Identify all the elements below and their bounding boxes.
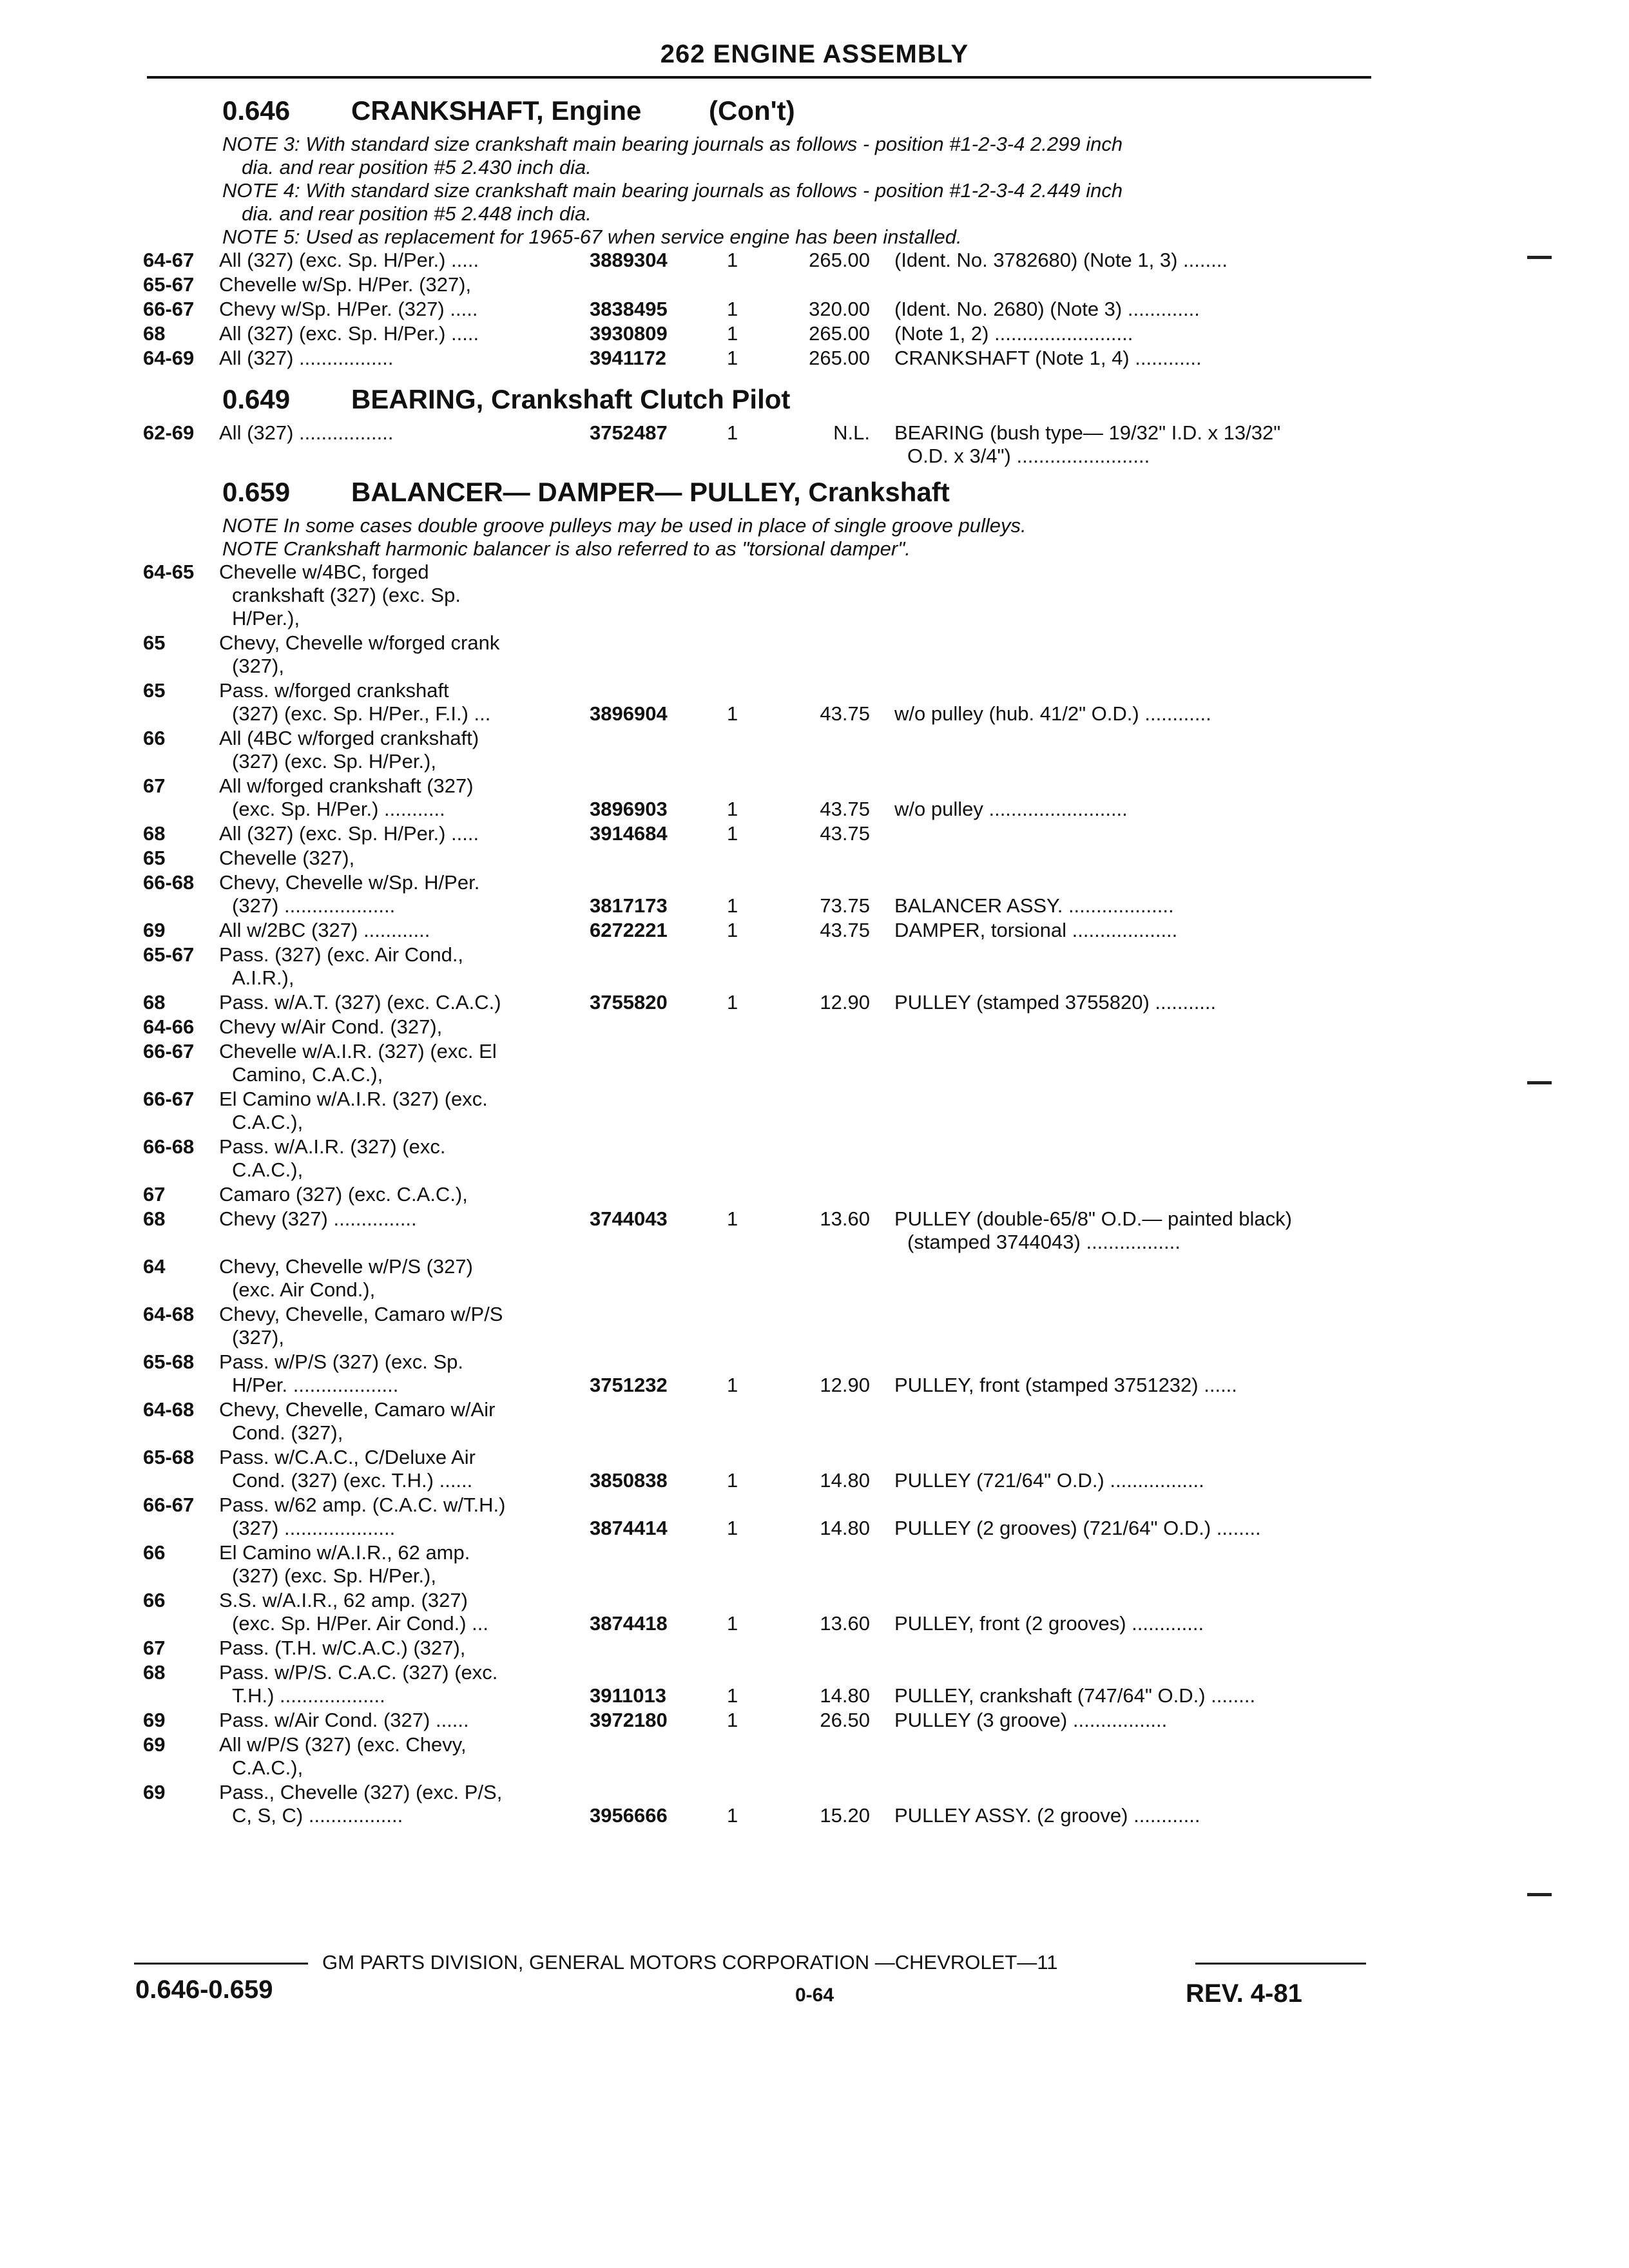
application-line: (exc. Sp. H/Per. Air Cond.) ... [232, 1612, 488, 1635]
row-description [894, 1709, 1371, 1732]
section-title: BALANCER— DAMPER— PULLEY, Crankshaft [351, 477, 950, 507]
row-quantity: 1 [727, 822, 738, 845]
application-line: crankshaft (327) (exc. Sp. [232, 584, 461, 606]
description-line: PULLEY (double-65/8" O.D.— painted black) [894, 1207, 1292, 1230]
row-application [219, 1350, 580, 1397]
section-number: 0.649 [222, 384, 291, 414]
row-years: 68 [143, 322, 166, 345]
row-price: 73.75 [820, 894, 870, 917]
application-line: Chevelle w/Sp. H/Per. (327), [219, 273, 472, 296]
description-line: PULLEY ASSY. (2 groove) ............ [894, 1804, 1200, 1827]
row-application [219, 322, 580, 345]
row-price: 265.00 [809, 347, 870, 369]
footer-rule-left [134, 1963, 308, 1965]
row-application [219, 1088, 580, 1134]
application-line: (327) (exc. Sp. H/Per.), [232, 1564, 436, 1587]
row-quantity: 1 [727, 1517, 738, 1539]
row-quantity: 1 [727, 421, 738, 444]
row-quantity: 1 [727, 298, 738, 320]
row-description [894, 347, 1371, 370]
row-application [219, 1255, 580, 1302]
description-line: (stamped 3744043) ................. [907, 1231, 1181, 1253]
row-years: 64-65 [143, 561, 195, 583]
description-line: PULLEY, crankshaft (747/64" O.D.) ........ [894, 1684, 1256, 1707]
description-line: PULLEY (stamped 3755820) ........... [894, 991, 1217, 1014]
row-description [894, 1684, 1371, 1707]
row-application [219, 1303, 580, 1349]
row-part-number: 3850838 [590, 1469, 668, 1492]
section-title: CRANKSHAFT, Engine [351, 95, 642, 126]
application-line: Pass. w/forged crankshaft [219, 679, 449, 702]
note-line: NOTE Crankshaft harmonic balancer is also referred to as "torsional damper". [222, 537, 911, 560]
row-part-number: 3752487 [590, 421, 668, 444]
application-line: A.I.R.), [232, 966, 294, 989]
application-line: (327) .................... [232, 1517, 396, 1539]
row-application [219, 871, 580, 918]
row-quantity: 1 [727, 991, 738, 1014]
margin-mark [1527, 1081, 1552, 1084]
row-description [894, 1804, 1371, 1827]
row-description [894, 1374, 1371, 1397]
application-line: (327) (exc. Sp. H/Per.), [232, 750, 436, 773]
application-line: Chevelle w/A.I.R. (327) (exc. El [219, 1040, 497, 1062]
application-line: Pass. w/A.T. (327) (exc. C.A.C.) [219, 991, 501, 1014]
row-description [894, 1517, 1371, 1540]
row-years: 68 [143, 822, 166, 845]
row-quantity: 1 [727, 322, 738, 345]
application-line: Cond. (327) (exc. T.H.) ...... [232, 1469, 473, 1492]
row-description [894, 298, 1371, 321]
row-years: 64-68 [143, 1303, 195, 1325]
application-line: Pass. w/P/S (327) (exc. Sp. [219, 1350, 464, 1373]
row-price: 14.80 [820, 1684, 870, 1707]
description-line: BALANCER ASSY. ................... [894, 894, 1174, 917]
application-line: Cond. (327), [232, 1421, 343, 1444]
application-line: All (327) (exc. Sp. H/Per.) ..... [219, 822, 479, 845]
application-line: (327), [232, 1326, 284, 1349]
row-quantity: 1 [727, 347, 738, 369]
row-years: 69 [143, 1733, 166, 1756]
application-line: Chevy (327) ............... [219, 1207, 417, 1230]
description-line: PULLEY, front (stamped 3751232) ...... [894, 1374, 1237, 1396]
row-price: 43.75 [820, 702, 870, 725]
application-line: Pass. (327) (exc. Air Cond., [219, 943, 464, 966]
row-price: 13.60 [820, 1207, 870, 1230]
application-line: Camino, C.A.C.), [232, 1063, 383, 1086]
row-part-number: 3744043 [590, 1207, 668, 1230]
row-quantity: 1 [727, 702, 738, 725]
row-application [219, 249, 580, 272]
application-line: Chevy, Chevelle w/Sp. H/Per. [219, 871, 480, 894]
application-line: Pass. w/P/S. C.A.C. (327) (exc. [219, 1661, 498, 1684]
row-application [219, 1135, 580, 1182]
application-line: Pass. (T.H. w/C.A.C.) (327), [219, 1637, 466, 1659]
row-application [219, 1709, 580, 1732]
margin-mark [1527, 256, 1552, 259]
row-years: 68 [143, 1661, 166, 1684]
application-line: Chevy, Chevelle w/forged crank [219, 631, 500, 654]
row-part-number: 3941172 [590, 347, 666, 369]
row-application [219, 347, 580, 370]
row-price: 43.75 [820, 822, 870, 845]
row-years: 66 [143, 727, 166, 749]
note-line: NOTE 4: With standard size crankshaft main bearing journals as follows - position #1-2-3-4 2.449 inch [222, 179, 1123, 202]
row-years: 65-68 [143, 1446, 195, 1468]
note-line: dia. and rear position #5 2.430 inch dia. [242, 156, 592, 178]
row-application [219, 1541, 580, 1588]
row-quantity: 1 [727, 798, 738, 820]
row-part-number: 3755820 [590, 991, 668, 1014]
footer-revision: REV. 4-81 [1186, 1979, 1302, 2008]
application-line: C.A.C.), [232, 1756, 304, 1779]
row-application [219, 1015, 580, 1039]
row-quantity: 1 [727, 1804, 738, 1827]
row-years: 66-67 [143, 298, 195, 320]
row-years: 66 [143, 1589, 166, 1611]
section-note [222, 537, 911, 561]
row-years: 65-67 [143, 273, 195, 296]
row-description [894, 421, 1371, 468]
row-application [219, 273, 580, 296]
application-line: Pass. w/A.I.R. (327) (exc. [219, 1135, 446, 1158]
row-years: 68 [143, 1207, 166, 1230]
row-price: 14.80 [820, 1469, 870, 1492]
row-years: 64-68 [143, 1398, 195, 1421]
application-line: All (327) ................. [219, 421, 394, 444]
footer-section-range: 0.646-0.659 [135, 1975, 273, 2004]
row-price: 12.90 [820, 991, 870, 1014]
page-title: 262 ENGINE ASSEMBLY [660, 40, 969, 68]
application-line: Chevy, Chevelle w/P/S (327) [219, 1255, 473, 1278]
row-part-number: 6272221 [590, 919, 668, 941]
margin-mark [1527, 1893, 1552, 1896]
row-application [219, 919, 580, 942]
application-line: Chevy w/Air Cond. (327), [219, 1015, 443, 1038]
row-years: 66-68 [143, 1135, 195, 1158]
row-part-number: 3838495 [590, 298, 668, 320]
application-line: (exc. Sp. H/Per.) ........... [232, 798, 445, 820]
description-line: PULLEY, front (2 grooves) ............. [894, 1612, 1204, 1635]
application-line: Camaro (327) (exc. C.A.C.), [219, 1183, 468, 1206]
row-years: 66 [143, 1541, 166, 1564]
row-years: 66-67 [143, 1088, 195, 1110]
row-description [894, 1207, 1371, 1254]
row-price: 13.60 [820, 1612, 870, 1635]
row-application [219, 727, 580, 773]
row-part-number: 3874418 [590, 1612, 668, 1635]
row-years: 69 [143, 1709, 166, 1731]
row-quantity: 1 [727, 1207, 738, 1230]
row-application [219, 822, 580, 845]
row-part-number: 3911013 [590, 1684, 666, 1707]
application-line: Chevelle (327), [219, 847, 355, 869]
section-note [222, 514, 1027, 537]
row-application [219, 847, 580, 870]
section-continued: (Con't) [709, 95, 795, 126]
application-line: (327) (exc. Sp. H/Per., F.I.) ... [232, 702, 491, 725]
note-line: NOTE 5: Used as replacement for 1965-67 when service engine has been installed. [222, 226, 962, 248]
row-part-number: 3896903 [590, 798, 668, 820]
description-line: w/o pulley ......................... [894, 798, 1128, 820]
row-description [894, 1612, 1371, 1635]
row-price: 15.20 [820, 1804, 870, 1827]
application-line: (327) .................... [232, 894, 396, 917]
row-price: 43.75 [820, 798, 870, 820]
application-line: S.S. w/A.I.R., 62 amp. (327) [219, 1589, 468, 1611]
row-application [219, 298, 580, 321]
row-description [894, 919, 1371, 942]
application-line: All w/P/S (327) (exc. Chevy, [219, 1733, 467, 1756]
row-years: 65-68 [143, 1350, 195, 1373]
row-application [219, 1781, 580, 1827]
section-number: 0.659 [222, 477, 291, 507]
application-line: All w/2BC (327) ............ [219, 919, 430, 941]
row-application [219, 774, 580, 821]
description-line: DAMPER, torsional ................... [894, 919, 1178, 941]
footer-text: GM PARTS DIVISION, GENERAL MOTORS CORPORATION —CHEVROLET—11 [322, 1951, 1058, 1974]
row-application [219, 421, 580, 445]
row-years: 65 [143, 631, 166, 654]
description-line: CRANKSHAFT (Note 1, 4) ............ [894, 347, 1202, 369]
description-line: w/o pulley (hub. 41/2" O.D.) ............ [894, 702, 1211, 725]
application-line: T.H.) ................... [232, 1684, 385, 1707]
description-line: BEARING (bush type— 19/32" I.D. x 13/32" [894, 421, 1281, 444]
application-line: H/Per. ................... [232, 1374, 399, 1396]
section-note [222, 133, 1123, 179]
description-line: (Ident. No. 2680) (Note 3) ............. [894, 298, 1200, 320]
description-line: (Ident. No. 3782680) (Note 1, 3) ........ [894, 249, 1228, 271]
row-quantity: 1 [727, 1684, 738, 1707]
row-application [219, 1733, 580, 1780]
description-line: PULLEY (2 grooves) (721/64" O.D.) ........ [894, 1517, 1261, 1539]
note-line: NOTE In some cases double groove pulleys may be used in place of single groove pulleys. [222, 514, 1027, 537]
row-price: 43.75 [820, 919, 870, 941]
description-line: (Note 1, 2) ......................... [894, 322, 1133, 345]
row-description [894, 991, 1371, 1014]
row-application [219, 1589, 580, 1635]
row-part-number: 3972180 [590, 1709, 668, 1731]
row-description [894, 702, 1371, 726]
row-price: 265.00 [809, 322, 870, 345]
footer-page-number: 0-64 [795, 1984, 834, 2006]
application-line: All w/forged crankshaft (327) [219, 774, 474, 797]
application-line: El Camino w/A.I.R., 62 amp. [219, 1541, 470, 1564]
application-line: (exc. Air Cond.), [232, 1278, 376, 1301]
row-years: 65 [143, 847, 166, 869]
row-years: 69 [143, 1781, 166, 1803]
row-application [219, 943, 580, 990]
application-line: C, S, C) ................. [232, 1804, 403, 1827]
row-quantity: 1 [727, 1374, 738, 1396]
row-years: 66-68 [143, 871, 195, 894]
application-line: H/Per.), [232, 607, 300, 629]
row-description [894, 798, 1371, 821]
application-line: All (327) (exc. Sp. H/Per.) ..... [219, 249, 479, 271]
application-line: Pass., Chevelle (327) (exc. P/S, [219, 1781, 503, 1803]
row-price: 26.50 [820, 1709, 870, 1731]
row-quantity: 1 [727, 894, 738, 917]
row-part-number: 3930809 [590, 322, 668, 345]
row-application [219, 679, 580, 726]
row-price: 320.00 [809, 298, 870, 320]
application-line: All (4BC w/forged crankshaft) [219, 727, 479, 749]
row-years: 62-69 [143, 421, 195, 444]
header-rule [147, 76, 1371, 79]
row-years: 67 [143, 774, 166, 797]
description-line: O.D. x 3/4") ........................ [907, 445, 1150, 467]
row-quantity: 1 [727, 249, 738, 271]
row-part-number: 3751232 [590, 1374, 668, 1396]
row-part-number: 3889304 [590, 249, 668, 271]
row-description [894, 1469, 1371, 1492]
row-application [219, 1446, 580, 1492]
section-number: 0.646 [222, 95, 291, 126]
row-application [219, 991, 580, 1014]
section-title: BEARING, Crankshaft Clutch Pilot [351, 384, 791, 414]
row-price: 14.80 [820, 1517, 870, 1539]
row-years: 66-67 [143, 1494, 195, 1516]
row-quantity: 1 [727, 1469, 738, 1492]
row-years: 65 [143, 679, 166, 702]
application-line: (327), [232, 655, 284, 677]
row-description [894, 894, 1371, 918]
footer-rule-right [1195, 1963, 1366, 1965]
row-years: 65-67 [143, 943, 195, 966]
application-line: C.A.C.), [232, 1111, 304, 1133]
section-note [222, 179, 1123, 226]
row-part-number: 3896904 [590, 702, 668, 725]
row-application [219, 1207, 580, 1231]
row-quantity: 1 [727, 919, 738, 941]
row-years: 67 [143, 1183, 166, 1206]
row-years: 69 [143, 919, 166, 941]
row-quantity: 1 [727, 1709, 738, 1731]
application-line: C.A.C.), [232, 1158, 304, 1181]
application-line: El Camino w/A.I.R. (327) (exc. [219, 1088, 488, 1110]
application-line: Pass. w/C.A.C., C/Deluxe Air [219, 1446, 476, 1468]
row-price: 265.00 [809, 249, 870, 271]
application-line: Pass. w/Air Cond. (327) ...... [219, 1709, 469, 1731]
row-years: 67 [143, 1637, 166, 1659]
note-line: dia. and rear position #5 2.448 inch dia. [242, 202, 592, 225]
application-line: Chevy, Chevelle, Camaro w/Air [219, 1398, 496, 1421]
row-application [219, 1494, 580, 1540]
row-years: 68 [143, 991, 166, 1014]
row-application [219, 1637, 580, 1660]
row-application [219, 1661, 580, 1707]
application-line: Chevy, Chevelle, Camaro w/P/S [219, 1303, 503, 1325]
row-years: 64-67 [143, 249, 195, 271]
row-part-number: 3874414 [590, 1517, 668, 1539]
note-line: NOTE 3: With standard size crankshaft main bearing journals as follows - position #1-2-3-4 2.299 inch [222, 133, 1123, 155]
description-line: PULLEY (3 groove) ................. [894, 1709, 1168, 1731]
section-note [222, 226, 962, 249]
row-description [894, 249, 1371, 272]
row-years: 64-66 [143, 1015, 195, 1038]
row-years: 64-69 [143, 347, 195, 369]
application-line: All (327) (exc. Sp. H/Per.) ..... [219, 322, 479, 345]
row-application [219, 631, 580, 678]
row-application [219, 1398, 580, 1445]
row-price: N.L. [833, 421, 870, 444]
row-years: 66-67 [143, 1040, 195, 1062]
row-quantity: 1 [727, 1612, 738, 1635]
row-application [219, 1183, 580, 1206]
row-part-number: 3914684 [590, 822, 668, 845]
row-part-number: 3817173 [590, 894, 668, 917]
row-description [894, 322, 1371, 345]
row-price: 12.90 [820, 1374, 870, 1396]
row-application [219, 561, 580, 630]
application-line: Chevy w/Sp. H/Per. (327) ..... [219, 298, 478, 320]
row-years: 64 [143, 1255, 166, 1278]
application-line: All (327) ................. [219, 347, 394, 369]
row-part-number: 3956666 [590, 1804, 668, 1827]
row-application [219, 1040, 580, 1086]
application-line: Pass. w/62 amp. (C.A.C. w/T.H.) [219, 1494, 506, 1516]
description-line: PULLEY (721/64" O.D.) ................. [894, 1469, 1204, 1492]
application-line: Chevelle w/4BC, forged [219, 561, 429, 583]
